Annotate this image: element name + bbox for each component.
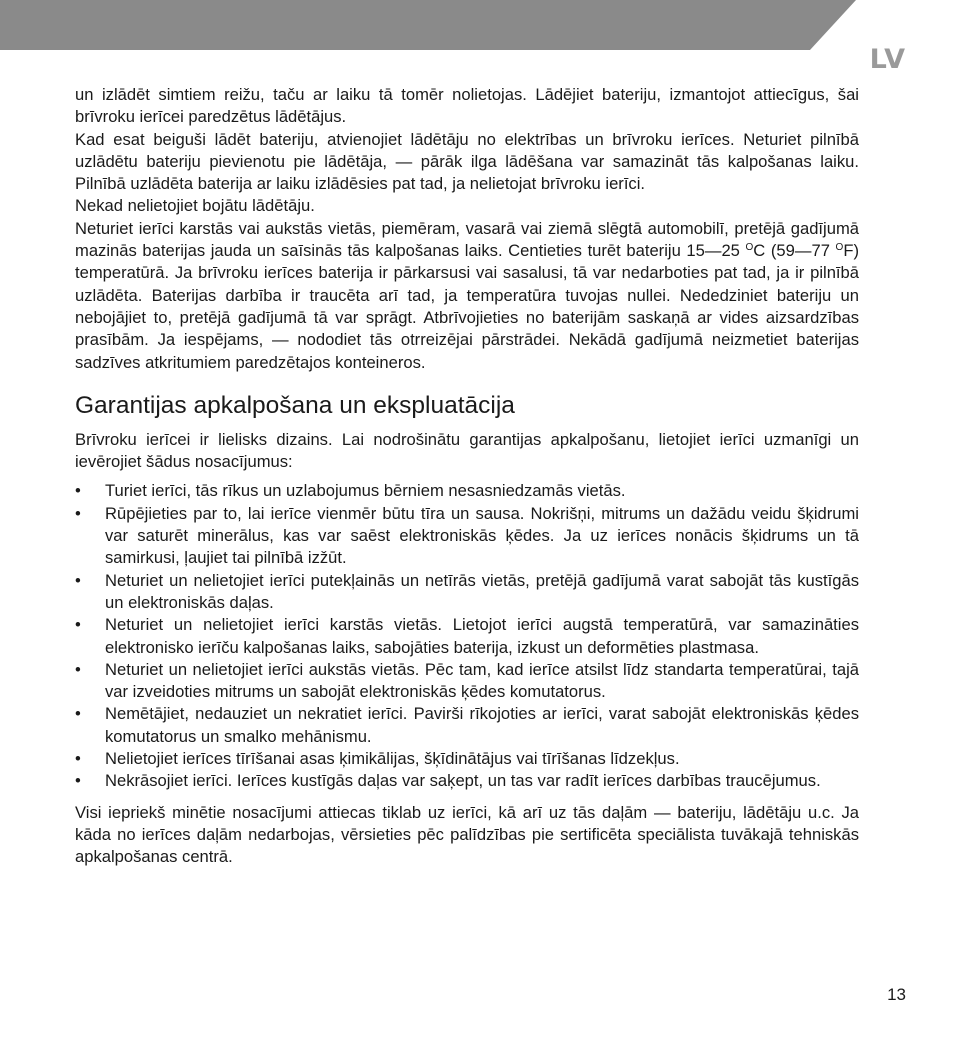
- page-number: 13: [887, 985, 906, 1004]
- temperature-text-3: F) temperatūrā. Ja brīvroku ierīces baterija ir pārkarsusi vai sasalusi, tā var nedarboties pat tad, ja ir pilnībā uzlādēta. Baterijas darbība ir traucēta arī tad, ja temperatūra tuvojas nullei. Nededziniet bateriju un nebojājiet to, pretējā gadījumā tā var sprāgt. Atbrīvojieties no baterijām saskaņā ar vides aizsardzības prasībām. Ja iespējams, — nododiet tās otrreizējai pārstrādei. Nekādā gadījumā neizmetiet baterijas sadzīves atkritumiem paredzētajos konteineros.: [75, 241, 859, 372]
- header-banner: [0, 0, 954, 50]
- page-content: [75, 84, 859, 869]
- list-item: • Nemētājiet, nedauziet un nekratiet ierīci. Pavirši rīkojoties ar ierīci, varat sabojāt elektroniskās ķēdes komutatorus un smalko mehānismu.: [75, 703, 859, 748]
- closing-paragraph: Visi iepriekš minētie nosacījumi attiecas tiklab uz ierīci, kā arī uz tās daļām — bateriju, lādētāju u.c. Ja kāda no ierīces daļām nedarbojas, vērsieties pēc palīdzības pie sertificēta speciālista tuvākajā tehniskās apkalpošanas centrā.: [75, 802, 859, 867]
- temperature-text-2: C (59—77: [753, 241, 836, 261]
- intro-paragraph-1: un izlādēt simtiem reižu, taču ar laiku tā tomēr nolietojas. Lādējiet bateriju, izmantojot attiecīgus, šai brīvroku ierīcei paredzētus lādētājus.: [75, 85, 859, 127]
- degree-mark-celsius: O: [745, 242, 754, 254]
- language-code: LV: [869, 44, 906, 75]
- section-heading: Garantijas apkalpošana un ekspluatācija: [75, 391, 515, 419]
- list-item: • Turiet ierīci, tās rīkus un uzlabojumus bērniem nesasniedzamās vietās.: [75, 480, 859, 502]
- list-item: • Neturiet un nelietojiet ierīci putekļainās un netīrās vietās, pretējā gadījumā varat sabojāt tās kustīgās un elektroniskās daļas.: [75, 570, 859, 615]
- section-intro: Brīvroku ierīcei ir lielisks dizains. Lai nodrošinātu garantijas apkalpošanu, lietojiet ierīci uzmanīgi un ievērojiet šādus nosacījumus:: [75, 429, 859, 472]
- intro-paragraph-3: Nekad nelietojiet bojātu lādētāju.: [75, 196, 315, 216]
- conditions-list: [75, 480, 859, 792]
- degree-mark-fahrenheit: O: [835, 242, 844, 254]
- list-item: • Neturiet un nelietojiet ierīci karstās vietās. Lietojot ierīci augstā temperatūrā, var samazināties elektronisko ierīču kalpošanas laiks, sabojāties baterija, izkust un deformēties plastmasa.: [75, 614, 859, 659]
- list-item: • Neturiet un nelietojiet ierīci aukstās vietās. Pēc tam, kad ierīce atsilst līdz standarta temperatūrai, tajā var izveidoties mitrums un sabojāt elektroniskās ķēdes komutatorus.: [75, 659, 859, 704]
- intro-paragraph-2: Kad esat beiguši lādēt bateriju, atvienojiet lādētāju no elektrības un brīvroku ierīces. Neturiet pilnībā uzlādētu bateriju pievienotu pie lādētāja, — pārāk ilga lādēšana var samazināt tās kalpošanas laiku. Pilnībā uzlādēta baterija ar laiku izlādēsies pat tad, ja nelietojat brīvroku ierīci.: [75, 129, 859, 194]
- temperature-text-1: Neturiet ierīci karstās vai aukstās vietās, piemēram, vasarā vai ziemā slēgtā automobilī, pretējā gadījumā mazinās baterijas jauda un saīsinās tās kalpošanas laiks. Centieties turēt bateriju 15—25: [75, 218, 859, 261]
- list-item: • Nelietojiet ierīces tīrīšanai asas ķimikālijas, šķīdinātājus vai tīrīšanas līdzekļus.: [75, 748, 859, 770]
- temperature-paragraph: [75, 218, 859, 374]
- list-item: • Nekrāsojiet ierīci. Ierīces kustīgās daļas var saķept, un tas var radīt ierīces darbības traucējumus.: [75, 770, 859, 792]
- header-banner-shape: [0, 0, 856, 50]
- list-item: • Rūpējieties par to, lai ierīce vienmēr būtu tīra un sausa. Nokrišņi, mitrums un dažādu veidu šķidrumi var saturēt minerālus, kas var saēst elektroniskās ķēdes. Ja uz ierīces nonācis šķidrums un tā samirkusi, ļaujiet tai pilnībā izžūt.: [75, 503, 859, 570]
